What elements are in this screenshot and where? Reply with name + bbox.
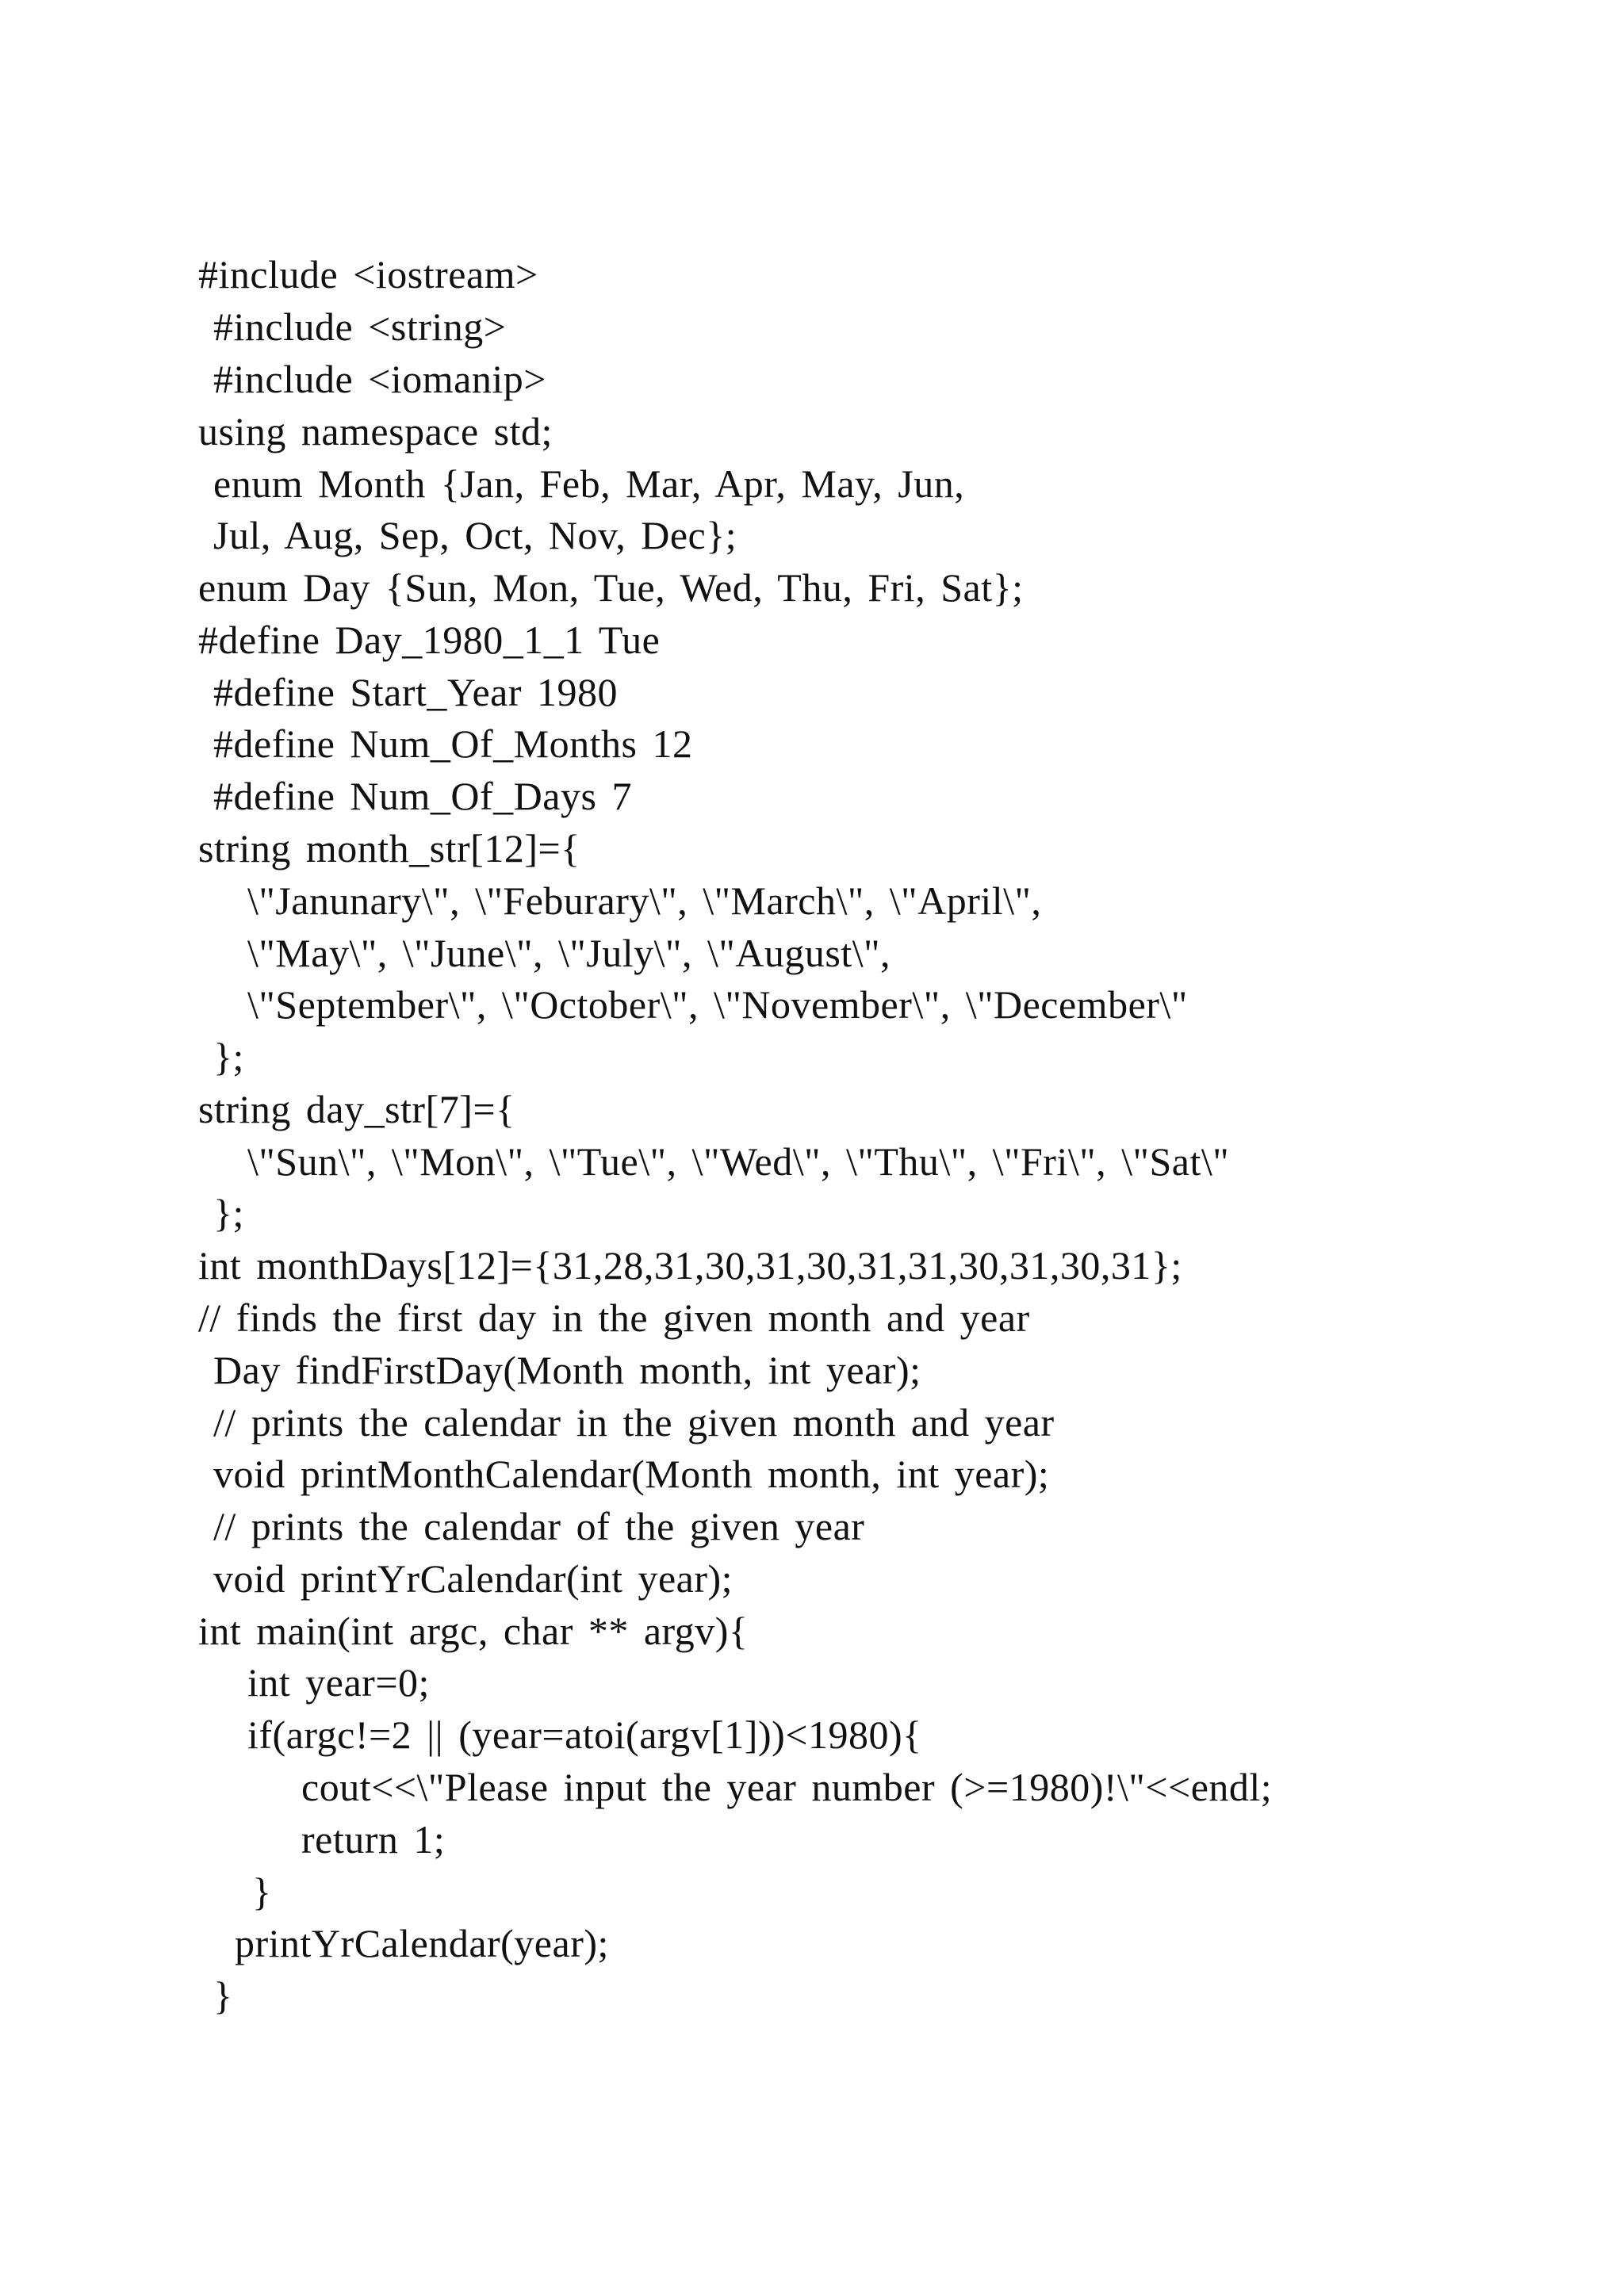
code-line: if(argc!=2 || (year=atoi(argv[1]))<1980){ — [247, 1712, 922, 1757]
code-line: string month_str[12]={ — [198, 826, 580, 871]
code-line: void printYrCalendar(int year); — [198, 1556, 733, 1601]
code-line: int year=0; — [247, 1660, 430, 1705]
code-line: int monthDays[12]={31,28,31,30,31,30,31,31,30,31,30,31}; — [198, 1243, 1182, 1288]
code-line: #define Start_Year 1980 — [198, 670, 618, 714]
code-line: \"May\", \"June\", \"July\", \"August\", — [247, 931, 891, 975]
code-line: void printMonthCalendar(Month month, int year); — [198, 1452, 1050, 1496]
code-line: // prints the calendar of the given year — [198, 1504, 865, 1548]
code-line: } — [252, 1869, 272, 1914]
code-line: #define Num_Of_Days 7 — [198, 774, 632, 818]
code-line: #include <string> — [198, 304, 507, 349]
code-line: enum Day {Sun, Mon, Tue, Wed, Thu, Fri, Sat}; — [198, 565, 1024, 610]
code-line: cout<<\"Please input the year number (>=1980)!\"<<endl; — [301, 1765, 1273, 1809]
code-line: #define Num_Of_Months 12 — [198, 721, 693, 766]
code-line: #include <iomanip> — [198, 357, 546, 401]
code-line: enum Month {Jan, Feb, Mar, Apr, May, Jun, — [198, 461, 965, 506]
code-line: }; — [198, 1191, 244, 1235]
code-line: using namespace std; — [198, 409, 553, 453]
code-line: string day_str[7]={ — [198, 1087, 515, 1131]
code-line: \"September\", \"October\", \"November\", \"December\" — [247, 982, 1188, 1027]
code-line: // prints the calendar in the given month and year — [198, 1400, 1055, 1445]
code-line: Day findFirstDay(Month month, int year); — [198, 1348, 921, 1392]
code-line: // finds the first day in the given month and year — [198, 1295, 1030, 1340]
code-line: \"Sun\", \"Mon\", \"Tue\", \"Wed\", \"Thu\", \"Fri\", \"Sat\" — [247, 1139, 1230, 1184]
code-line: #include <iostream> — [198, 252, 538, 297]
code-line: printYrCalendar(year); — [235, 1921, 609, 1965]
code-line: Jul, Aug, Sep, Oct, Nov, Dec}; — [198, 513, 737, 557]
code-line: int main(int argc, char ** argv){ — [198, 1609, 749, 1653]
code-line: #define Day_1980_1_1 Tue — [198, 618, 661, 662]
code-line: \"Janunary\", \"Feburary\", \"March\", \"April\", — [247, 878, 1042, 923]
code-line: return 1; — [301, 1817, 446, 1862]
code-line: }; — [198, 1035, 244, 1079]
code-line: } — [198, 1973, 233, 2018]
